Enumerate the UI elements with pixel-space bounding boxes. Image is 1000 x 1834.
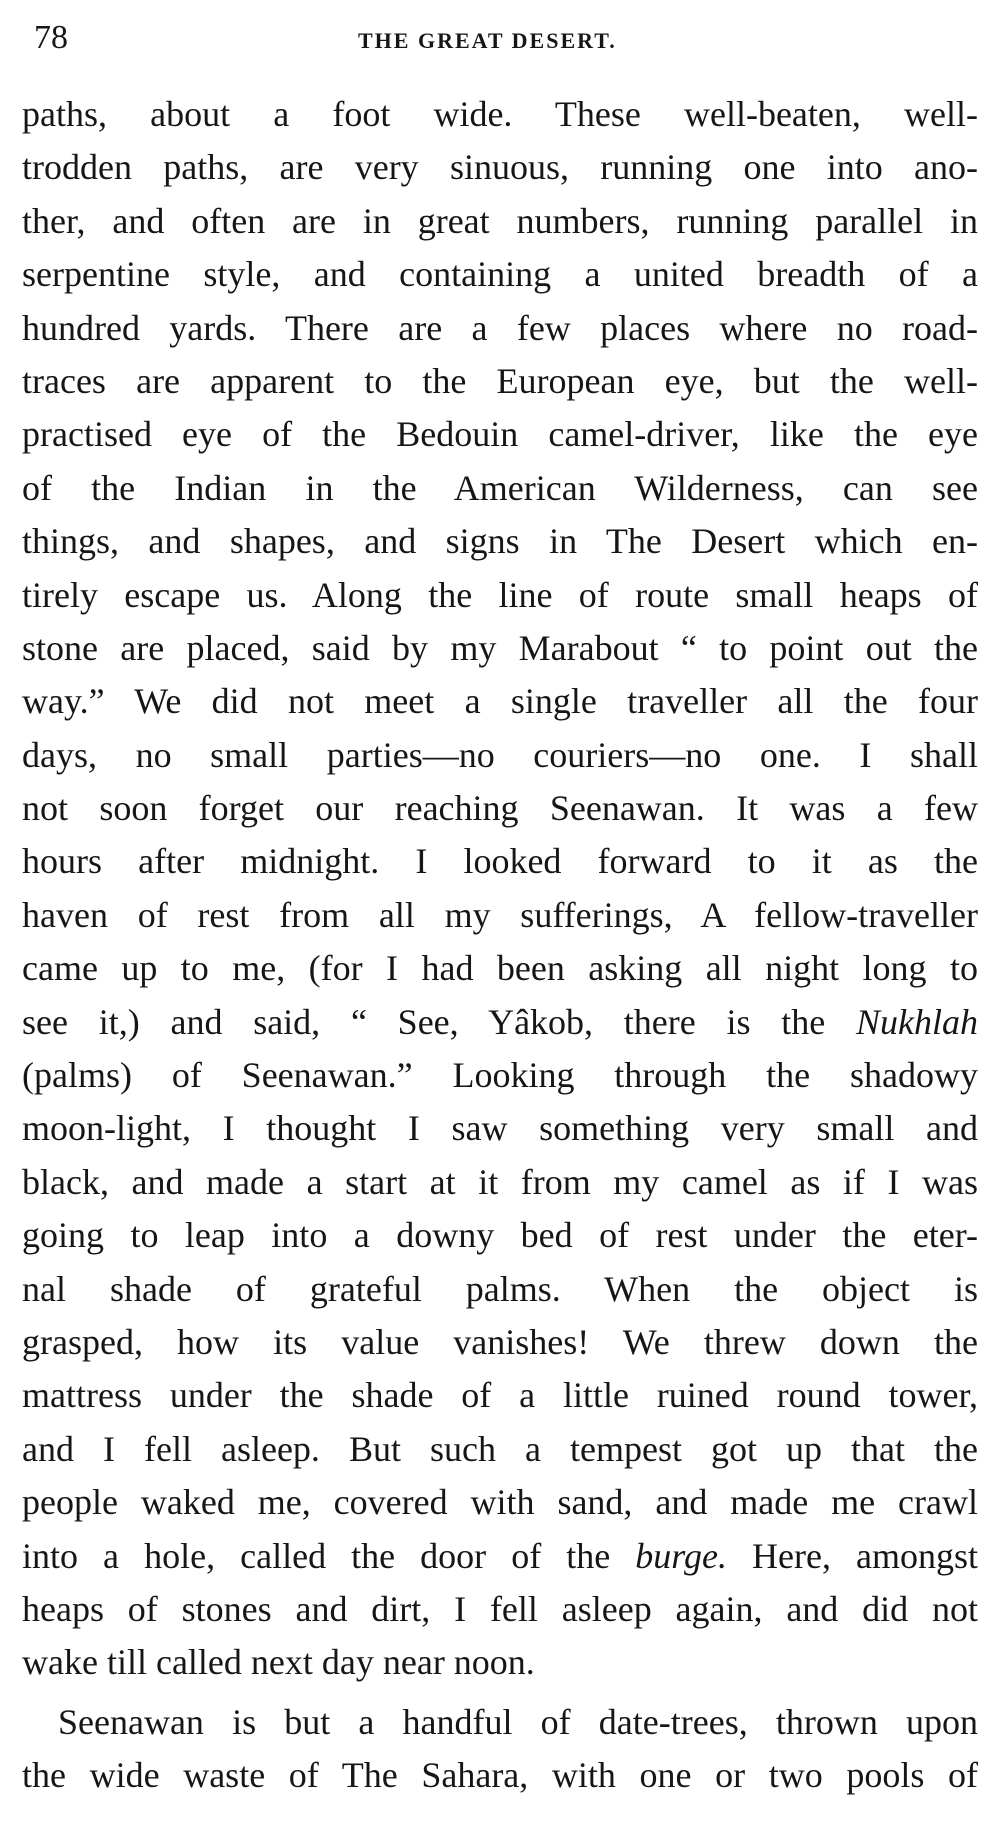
text-line: heaps of stones and dirt, I fell asleep again, and did not [22,1588,978,1629]
text-line: see it,) and said, “ See, Yâkob, there is the Nukhlah [22,1001,978,1042]
text-line: stone are placed, said by my Marabout “ to point out the [22,627,978,668]
text-line: the wide waste of The Sahara, with one or two pools of [22,1755,978,1796]
text-line: moon-light, I thought I saw something very small and [22,1108,978,1149]
text-line: not soon forget our reaching Seenawan. It was a few [22,788,978,829]
text-line: haven of rest from all my sufferings, A fellow-traveller [22,894,978,935]
text-line: traces are apparent to the European eye, but the well- [22,360,978,401]
text-line: of the Indian in the American Wilderness, can see [22,467,978,508]
text-line: paths, about a foot wide. These well-beaten, well- [22,94,978,134]
page-number: 78 [34,19,68,56]
running-head: THE GREAT DESERT. [358,28,617,53]
text-line: came up to me, (for I had been asking all night long to [22,948,978,989]
text-line: mattress under the shade of a little ruined round tower, [22,1375,978,1416]
text-line: going to leap into a downy bed of rest under the eter- [22,1215,978,1256]
text-line: tirely escape us. Along the line of route small heaps of [22,574,978,615]
body-text [22,88,978,1803]
text-line: way.” We did not meet a single traveller all the four [22,681,978,722]
page-header [28,18,988,68]
text-line: ther, and often are in great numbers, running parallel in [22,200,978,241]
text-line: grasped, how its value vanishes! We threw down the [22,1321,978,1362]
text-line: things, and shapes, and signs in The Desert which en- [22,521,978,562]
text-line: Seenawan is but a handful of date-trees, thrown upon [58,1701,978,1742]
text-line: hours after midnight. I looked forward to it as the [22,841,978,882]
paragraph [22,1696,978,1803]
text-line: serpentine style, and containing a united breadth of a [22,254,978,295]
text-line: into a hole, called the door of the burge. Here, amongst [22,1535,979,1576]
text-line: (palms) of Seenawan.” Looking through the shadowy [22,1055,978,1096]
text-line: and I fell asleep. But such a tempest got up that the [22,1428,978,1469]
text-line: wake till called next day near noon. [22,1642,535,1683]
text-line: hundred yards. There are a few places where no road- [22,307,978,348]
text-line: nal shade of grateful palms. When the object is [22,1268,978,1309]
text-line: trodden paths, are very sinuous, running one into ano- [22,147,978,188]
text-line: people waked me, covered with sand, and made me crawl [22,1482,978,1523]
text-line: black, and made a start at it from my camel as if I was [22,1161,978,1202]
text-line: days, no small parties—no couriers—no one. I shall [22,734,978,775]
paragraph [22,88,978,1690]
text-line: practised eye of the Bedouin camel-driver, like the eye [22,414,978,455]
